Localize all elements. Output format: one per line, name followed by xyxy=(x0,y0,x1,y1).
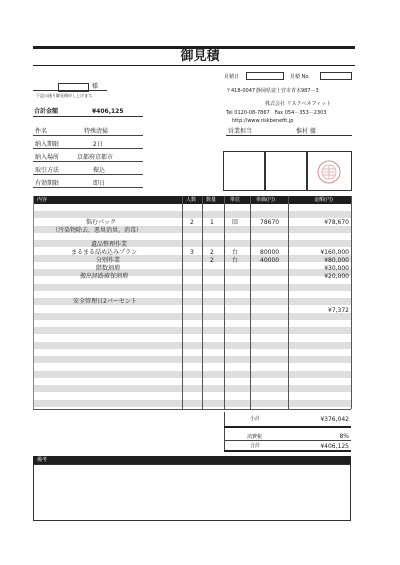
quote-no-label: 見積 No. xyxy=(290,74,310,80)
stamp-box-2 xyxy=(265,151,307,191)
col-divider xyxy=(288,196,289,409)
th-people: 人数 xyxy=(186,197,197,203)
col-divider xyxy=(182,196,183,409)
row-qty: 2 xyxy=(210,249,214,256)
subtotal-label: 小計 xyxy=(250,416,261,422)
row-unit: 台 xyxy=(232,249,239,256)
subtotal-value: ¥376,042 xyxy=(320,416,349,423)
customer-underline xyxy=(33,90,107,91)
table-right-border xyxy=(351,196,352,409)
company-seal-icon xyxy=(308,152,353,192)
subtotal-rule xyxy=(224,426,351,428)
info-value-place: 京都府京都市 xyxy=(77,154,114,161)
info-label-deadline: 納入期限 xyxy=(35,141,60,148)
remarks-label: 備考 xyxy=(37,457,48,463)
info-underline-place xyxy=(33,161,143,162)
table-bottom-border xyxy=(33,409,351,410)
col-divider xyxy=(250,196,251,409)
total-amount-value: ¥406,125 xyxy=(92,108,124,115)
info-underline-deadline xyxy=(33,148,143,149)
info-underline-payment xyxy=(33,174,143,175)
tax-rule xyxy=(224,440,351,441)
stamp-box-1 xyxy=(223,151,265,191)
row-content: 搬出経路確保割増 xyxy=(80,273,129,280)
company-address: 静岡県富士宮市青木987－3 xyxy=(256,88,319,94)
row-content: 分別作業 xyxy=(96,257,121,264)
customer-note: 下記の通り御見積申し上げます。 xyxy=(36,93,96,98)
info-underline-subject xyxy=(33,135,143,136)
row-amount: ¥160,000 xyxy=(320,249,349,256)
th-amount: 金額(円) xyxy=(314,197,333,203)
tax-label: 消費税 xyxy=(247,434,263,440)
table-stripe xyxy=(33,313,351,320)
table-stripe xyxy=(33,211,351,218)
remarks-header-bar xyxy=(33,456,351,464)
table-stripe xyxy=(33,385,351,392)
row-amount: ¥30,000 xyxy=(324,265,349,272)
row-amount: ¥78,670 xyxy=(324,219,349,226)
row-amount: ¥7,372 xyxy=(328,307,349,314)
sales-rep-value: 惟村 徹 xyxy=(296,128,316,135)
row-amount: ¥80,000 xyxy=(324,257,349,264)
col-divider xyxy=(202,196,203,409)
row-qty: 2 xyxy=(210,257,214,264)
sales-rep-label: 営業担当 xyxy=(228,128,253,135)
remarks-box[interactable] xyxy=(33,464,351,521)
row-content: 安全管理日2パーセント xyxy=(73,298,137,305)
info-label-validity: 有効期限 xyxy=(35,180,60,187)
quote-no-field[interactable] xyxy=(320,72,352,80)
col-divider xyxy=(224,196,225,409)
table-stripe xyxy=(33,356,351,363)
tax-value: 8% xyxy=(339,433,349,440)
table-stripe xyxy=(33,371,351,378)
info-label-subject: 件名 xyxy=(35,128,48,135)
row-content: 遺品整理作業 xyxy=(91,241,128,248)
th-unit: 単位 xyxy=(230,197,241,203)
row-content: （汚染物除去、悪臭消臭、消毒） xyxy=(52,227,143,234)
table-stripe xyxy=(33,327,351,334)
company-tel-fax: Tel 0120-08-7867 Fax 054－353－2303 xyxy=(226,110,327,116)
table-stripe xyxy=(33,240,351,247)
row-price: 40000 xyxy=(260,257,280,264)
grand-total-value: ¥406,125 xyxy=(320,443,349,450)
total-amount-underline xyxy=(33,116,143,117)
row-people: 2 xyxy=(190,219,194,226)
info-value-validity: 即日 xyxy=(93,180,106,187)
customer-honorific: 様 xyxy=(92,83,99,90)
row-price: 78670 xyxy=(260,219,280,226)
sales-rep-underline xyxy=(226,135,352,136)
row-unit: 台 xyxy=(232,257,239,264)
title-bar-bottom xyxy=(33,65,355,66)
info-value-deadline: 2日 xyxy=(93,141,103,148)
table-stripe xyxy=(33,284,351,291)
th-qty: 数量 xyxy=(206,197,217,203)
info-value-subject: 特殊清掃 xyxy=(84,128,109,135)
page-title: 御見積 xyxy=(180,49,220,64)
summary-border-left xyxy=(224,412,225,452)
th-price: 単価(円) xyxy=(256,197,275,203)
row-qty: 1 xyxy=(210,219,214,226)
row-people: 3 xyxy=(190,249,194,256)
table-stripe xyxy=(33,342,351,349)
row-amount: ¥20,000 xyxy=(324,273,349,280)
row-content: まるまる詰め込みプラン xyxy=(71,249,138,256)
company-url: http://www.riskbenefit.jp xyxy=(232,118,294,124)
row-price: 80000 xyxy=(260,249,280,256)
company-postal: 〒418-0047 xyxy=(226,88,256,94)
stamp-box-3 xyxy=(307,151,352,191)
table-stripe xyxy=(33,400,351,407)
th-content: 内容 xyxy=(37,197,48,203)
info-label-place: 納入場所 xyxy=(35,154,60,161)
total-amount-label: 合計金額 xyxy=(34,108,59,115)
quote-date-field[interactable] xyxy=(246,72,284,80)
company-name: 株式会社 リスクベネフィット xyxy=(265,101,332,107)
grand-total-label: 合計 xyxy=(250,443,261,449)
row-content: 階数割増 xyxy=(96,265,121,272)
table-left-border xyxy=(33,196,34,409)
row-unit: 回 xyxy=(232,219,239,226)
row-content: 悩むパック xyxy=(86,219,117,226)
info-underline-validity xyxy=(33,187,143,188)
info-label-payment: 取引方法 xyxy=(35,167,60,174)
grand-total-rule xyxy=(224,450,351,452)
info-value-payment: 振込 xyxy=(93,167,106,174)
quote-date-label: 見積日 xyxy=(224,74,240,80)
